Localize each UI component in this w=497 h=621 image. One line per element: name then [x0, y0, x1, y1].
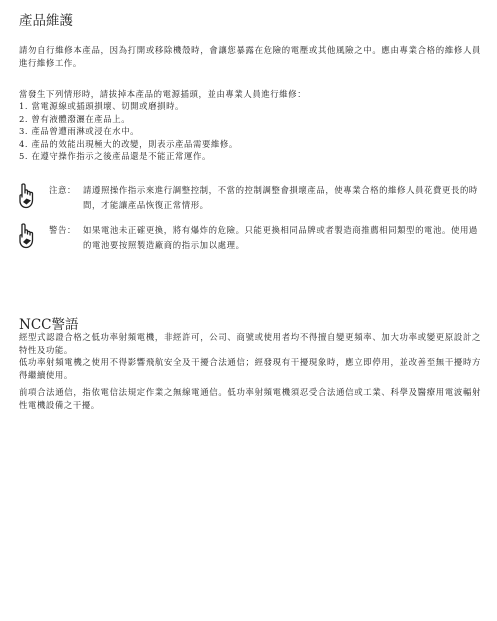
pointing-hand-icon — [18, 223, 40, 249]
list-item: 1. 當電源線或插頭損壞、切開或磨損時。 — [19, 101, 185, 111]
safety-intro-paragraph: 請勿自行維修本產品，因為打開或移除機殼時，會讓您暴露在危險的電壓或其他風險之中。應由專業合格的維修人員進行維修工作。 — [19, 45, 481, 68]
ncc-paragraph-3: 前項合法通信，指依電信法規定作業之無線電通信。低功率射頻電機須忍受合法通信或工業、科學及醫療用電波輻射性電機設備之干擾。 — [19, 387, 481, 410]
safety-heading: 產品維護 — [19, 13, 73, 29]
list-item: 2. 曾有液體潑灑在產品上。 — [19, 113, 131, 124]
ncc-heading: NCC警語 — [19, 317, 79, 333]
caution-label: 注意： — [49, 185, 76, 195]
caution-text: 請遵照操作指示來進行調整控制，不當的控制調整會損壞產品，使專業合格的維修人員花費更長的時間，才能讓產品恢復正常情形。 — [83, 185, 478, 210]
warning-label: 警告： — [49, 225, 76, 235]
ncc-paragraph-2: 低功率射頻電機之使用不得影響飛航安全及干擾合法通信；經發現有干擾現象時，應立即停用，並改善至無干擾時方得繼續使用。 — [19, 357, 481, 380]
warning-text: 如果電池未正確更換，將有爆炸的危險。只能更換相同品牌或者製造商推薦相同類型的電池。使用過的電池要按照製造廠商的指示加以處理。 — [83, 225, 478, 250]
conditions-intro: 當發生下列情形時，請拔掉本產品的電源插頭，並由專業人員進行維修： — [19, 89, 307, 99]
ncc-paragraph-1: 經型式認證合格之低功率射頻電機，非經許可，公司、商號或使用者均不得擅自變更頻率、加大功率或變更原設計之特性及功能。 — [19, 332, 481, 355]
list-item: 3. 產品曾遭雨淋或浸在水中。 — [19, 126, 140, 136]
list-item: 5. 在遵守操作指示之後產品還是不能正常運作。 — [19, 151, 211, 161]
conditions-list — [19, 100, 481, 163]
list-item: 4. 產品的效能出現極大的改變，則表示產品需要維修。 — [19, 138, 238, 149]
pointing-hand-icon — [18, 183, 40, 209]
